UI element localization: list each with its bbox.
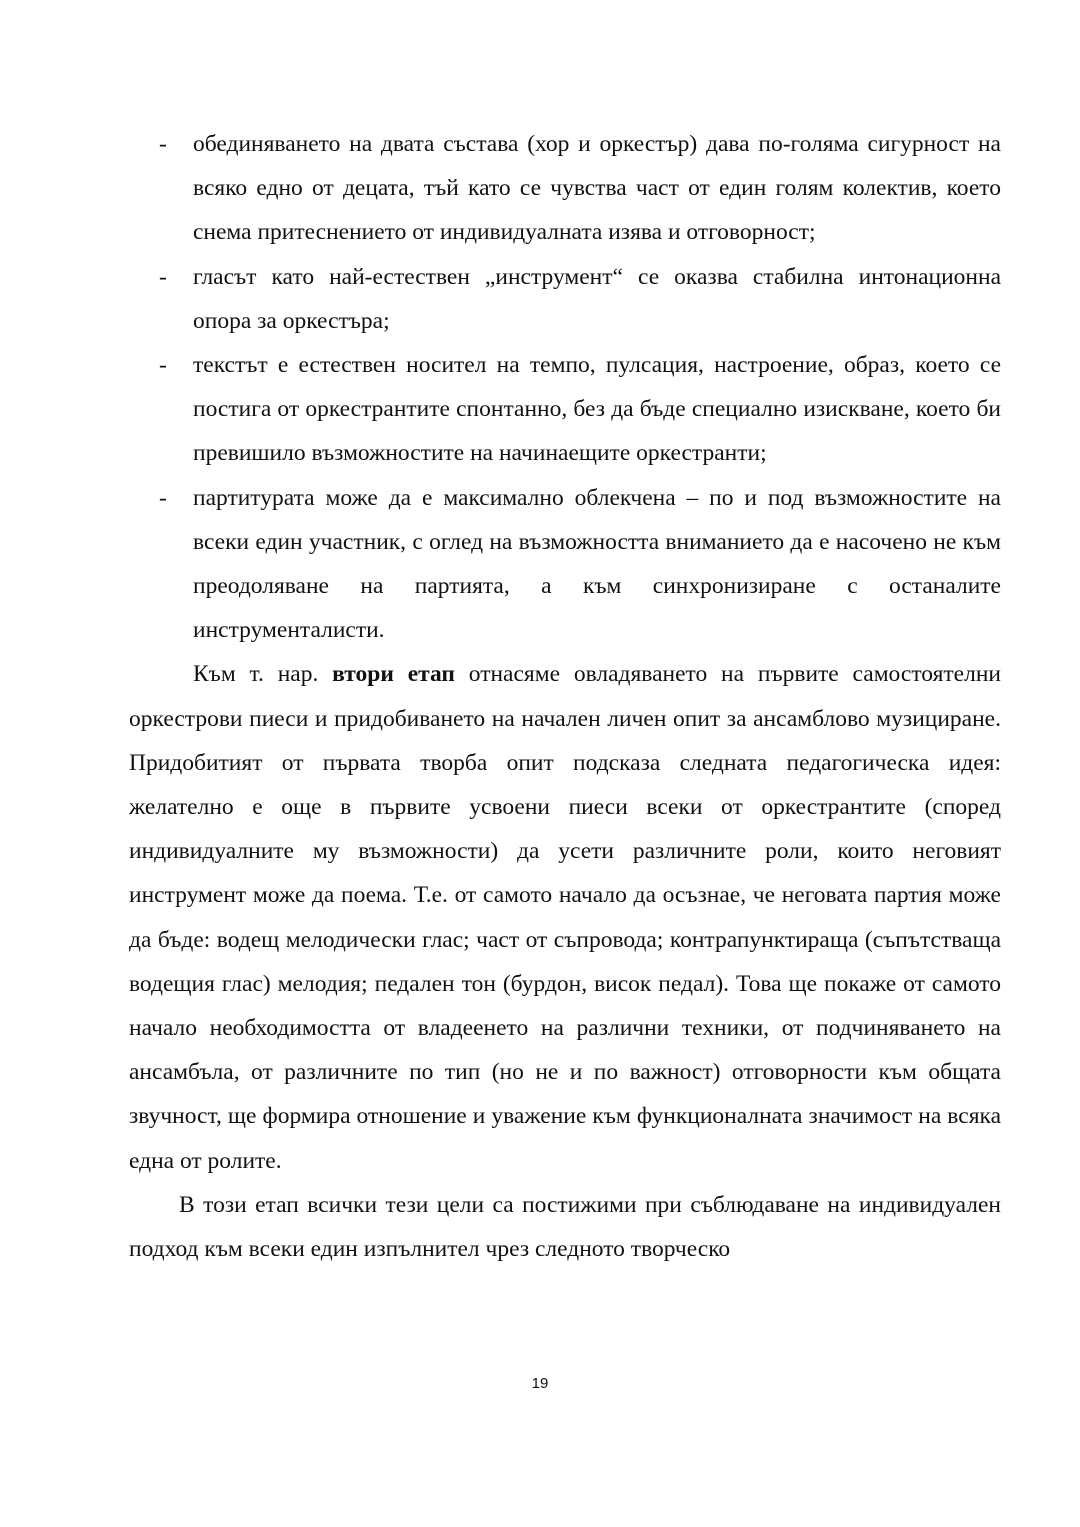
bold-term: втори етап xyxy=(332,661,455,688)
paragraph-second-stage xyxy=(129,652,1001,1182)
bullet-dash: - xyxy=(159,131,167,157)
bullet-dash: - xyxy=(159,263,167,290)
bullet-text: обединяването на двата състава (хор и оркестър) дава по-голяма сигурност на всяко едно от децата, тъй като се чувства част от един голям колектив, което снема притеснението от индивидуалната изява и отговорност; xyxy=(193,131,1001,246)
paragraph-lead: Към т. нар. xyxy=(193,661,333,688)
list-item xyxy=(129,343,1001,476)
bullet-text: текстът е естествен носител на темпо, пулсация, настроение, образ, което се постига от оркестрантите спонтанно, без да бъде специално изискване, което би превишило възможностите на начинаещите оркестранти; xyxy=(193,352,1001,467)
paragraph-stage-goals: В този етап всички тези цели са постижими при съблюдаване на индивидуален подход към всеки един изпълнител чрез следното творческо xyxy=(129,1191,1001,1263)
paragraph-body: отнасяме овладяването на първите самостоятелни оркестрови пиеси и придобиването на начален личен опит за ансамблово музициране. Придобитият от първата творба опит подсказа следната педагогическа идея: желателно е още в първите усвоени пиеси всеки от оркестрантите (според индивидуалните му възможности) да усети различните роли, които неговият инструмент може да поема. Т.е. от самото начало да осъзнае, че неговата партия може да бъде: водещ мелодически глас; част от съпровода; контрапунктираща (съпътстваща водещия глас) мелодия; педален тон (бурдон, висок педал). Това ще покаже от самото начало необходимостта от владеенето на различни техники, от подчиняването на ансамбъла, от различните по тип (но не и по важност) отговорности към общата звучност, ще формира отношение и уважение към функционалната значимост на всяка една от ролите. xyxy=(129,661,1001,1174)
page-number: 19 xyxy=(531,1375,549,1392)
bullet-dash: - xyxy=(159,352,167,379)
page-body xyxy=(129,122,1001,1271)
bullet-list xyxy=(129,122,1001,652)
list-item xyxy=(129,476,1001,653)
list-item xyxy=(129,255,1001,343)
bullet-dash: - xyxy=(159,484,167,511)
list-item xyxy=(129,122,1001,255)
bullet-text: партитурата може да е максимално облекчена – по и под възможностите на всеки един участник, с оглед на възможността вниманието да е насочено не към преодоляване на партията, а към синхронизиране с останалите инструменталисти. xyxy=(193,484,1001,644)
bullet-text: гласът като най-естествен „инструмент“ се оказва стабилна интонационна опора за оркестъра; xyxy=(193,263,1001,334)
